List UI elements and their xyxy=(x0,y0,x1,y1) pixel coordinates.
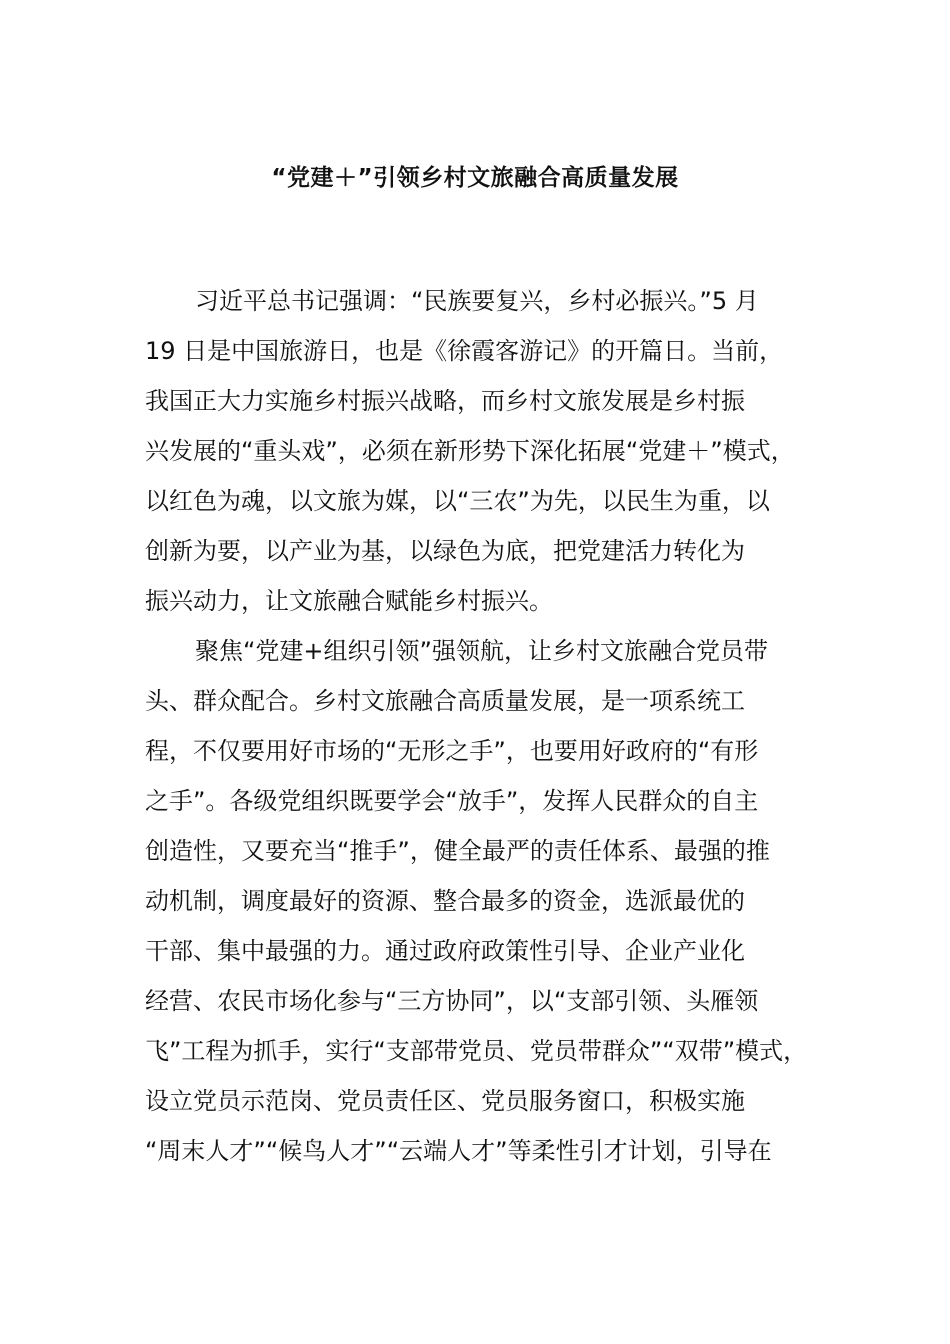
paragraph-1-line-6: 创新为要，以产业为基，以绿色为底，把党建活力转化为 xyxy=(145,537,745,565)
paragraph-2-line-6: 动机制，调度最好的资源、整合最多的资金，选派最优的 xyxy=(145,887,745,915)
paragraph-1-line-3: 我国正大力实施乡村振兴战略，而乡村文旅发展是乡村振 xyxy=(145,387,745,415)
paragraph-2-line-1: 聚焦“党建+组织引领”强领航，让乡村文旅融合党员带 xyxy=(195,637,768,665)
paragraph-1-line-2: 19 日是中国旅游日，也是《徐霞客游记》的开篇日。当前， xyxy=(145,337,784,365)
paragraph-2-line-7: 干部、集中最强的力。通过政府政策性引导、企业产业化 xyxy=(145,937,745,965)
document-title: “党建＋”引领乡村文旅融合高质量发展 xyxy=(271,165,679,191)
paragraph-2-line-9: 飞”工程为抓手，实行“支部带党员、党员带群众”“双带”模式， xyxy=(145,1037,808,1065)
paragraph-2-line-2: 头、群众配合。乡村文旅融合高质量发展，是一项系统工 xyxy=(145,687,745,715)
paragraph-1-line-5: 以红色为魂，以文旅为媒，以“三农”为先，以民生为重，以 xyxy=(145,487,770,515)
paragraph-1-line-4: 兴发展的“重头戏”，必须在新形势下深化拓展“党建＋”模式， xyxy=(145,437,795,465)
paragraph-1-line-7: 振兴动力，让文旅融合赋能乡村振兴。 xyxy=(145,587,553,615)
paragraph-2-line-11: “周末人才”“候鸟人才”“云端人才”等柔性引才计划，引导在 xyxy=(145,1137,772,1165)
paragraph-1-line-1: 习近平总书记强调：“民族要复兴，乡村必振兴。”5 月 xyxy=(195,287,759,315)
paragraph-2-line-10: 设立党员示范岗、党员责任区、党员服务窗口，积极实施 xyxy=(145,1087,745,1115)
paragraph-2-line-3: 程，不仅要用好市场的“无形之手”，也要用好政府的“有形 xyxy=(145,737,759,765)
paragraph-2-line-5: 创造性，又要充当“推手”，健全最严的责任体系、最强的推 xyxy=(145,837,770,865)
paragraph-2-line-8: 经营、农民市场化参与“三方协同”，以“支部引领、头雁领 xyxy=(145,987,759,1015)
paragraph-2-line-4: 之手”。各级党组织既要学会“放手”，发挥人民群众的自主 xyxy=(145,787,759,815)
